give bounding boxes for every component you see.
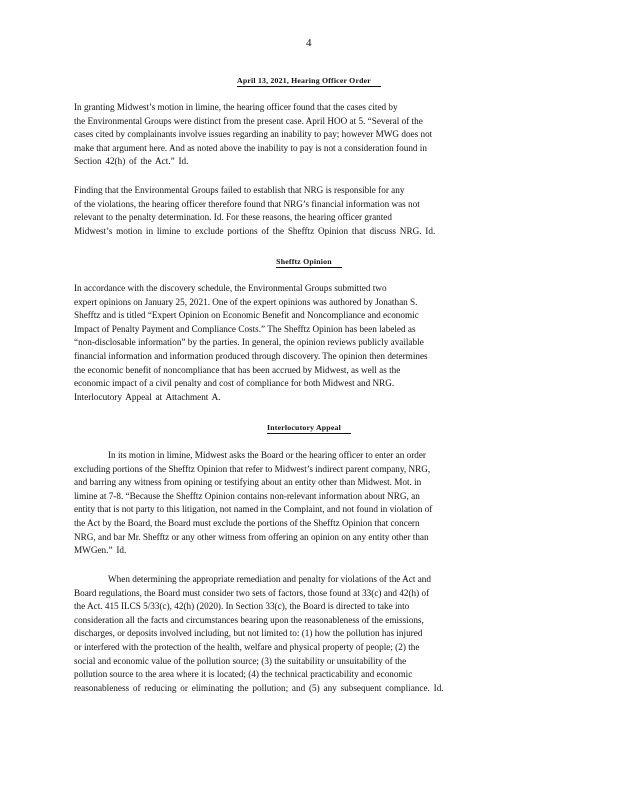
text-line: NRG, and bar Mr. Shefftz or any other witness from offering an opinion on any entity other than <box>74 531 429 542</box>
section-heading-interlocutory-appeal <box>0 423 618 432</box>
text-line: discharges, or deposits involved including, but not limited to: (1) how the pollution has injured <box>74 628 423 639</box>
section-heading-hearing-officer-order <box>0 76 618 85</box>
text-line: cases cited by complainants involve issues regarding an inability to pay; however MWG does not <box>74 129 433 140</box>
text-line: Board regulations, the Board must consider two sets of factors, those found at 33(c) and 42(h) of <box>74 587 430 598</box>
text-line: limine at 7-8. “Because the Shefftz Opinion contains non-relevant information about NRG, an <box>74 490 420 501</box>
text-line: financial information and information produced through discovery. The opinion then determines <box>74 350 428 361</box>
text-line: Midwest’s motion in limine to exclude portions of the Shefftz Opinion that discuss NRG. Id. <box>74 225 436 236</box>
page-number: 4 <box>306 37 312 49</box>
text-line: In granting Midwest’s motion in limine, the hearing officer found that the cases cited by <box>74 102 398 112</box>
paragraph-motion-in-limine <box>74 449 542 558</box>
paragraph-nrg-finding <box>74 184 542 238</box>
text-line: and barring any witness from opining or testifying about an entity other than Midwest. Mot. in <box>74 477 422 488</box>
text-line: entity that is not party to this litigation, not named in the Complaint, and not found in violation of <box>74 504 433 515</box>
text-line: Interlocutory Appeal at Attachment A. <box>74 391 221 402</box>
text-line: Impact of Penalty Payment and Compliance Costs.” The Shefftz Opinion has been labeled as <box>74 323 416 334</box>
text-line: When determining the appropriate remediation and penalty for violations of the Act and <box>108 574 431 584</box>
paragraph-shefftz-opinion <box>74 282 542 404</box>
text-line: expert opinions on January 25, 2021. One of the expert opinions was authored by Jonathan S. <box>74 296 418 307</box>
heading-text: Shefftz Opinion <box>276 257 342 268</box>
text-line: make that argument here. And as noted above the inability to pay is not a consideration found in <box>74 142 427 153</box>
text-line: social and economic value of the pollution source; (3) the suitability or unsuitability of the <box>74 655 407 666</box>
text-line: reasonableness of reducing or eliminating the pollution; and (5) any subsequent compliance. Id. <box>74 682 444 693</box>
text-line: the economic benefit of noncompliance that has been accrued by Midwest, as well as the <box>74 364 401 375</box>
text-line: relevant to the penalty determination. Id. For these reasons, the hearing officer granted <box>74 212 392 223</box>
text-line: or interfered with the protection of the health, welfare and physical property of people; (2) the <box>74 641 420 652</box>
text-line: consideration all the facts and circumstances bearing upon the reasonableness of the emissions, <box>74 614 424 625</box>
text-line: In accordance with the discovery schedule, the Environmental Groups submitted two <box>74 283 387 293</box>
heading-text: April 13, 2021, Hearing Officer Order <box>237 76 381 87</box>
text-line: Section 42(h) of the Act.” Id. <box>74 156 189 167</box>
text-line: excluding portions of the Shefftz Opinion that refer to Midwest’s indirect parent company, NRG, <box>74 463 431 474</box>
text-line: economic impact of a civil penalty and cost of compliance for both Midwest and NRG. <box>74 378 395 389</box>
text-line: of the violations, the hearing officer therefore found that NRG’s financial information was not <box>74 198 420 209</box>
section-heading-shefftz-opinion <box>0 257 618 266</box>
text-line: the Act. 415 ILCS 5/33(c), 42(h) (2020). In Section 33(c), the Board is directed to take into <box>74 601 410 612</box>
text-line: pollution source to the area where it is located; (4) the technical practicability and economic <box>74 669 413 680</box>
text-line: MWGen.” Id. <box>74 545 127 556</box>
text-line: Finding that the Environmental Groups failed to establish that NRG is responsible for any <box>74 185 405 195</box>
text-line: In its motion in limine, Midwest asks the Board or the hearing officer to enter an order <box>108 450 426 460</box>
paragraph-penalty-factors <box>74 573 542 695</box>
text-line: the Environmental Groups were distinct from the present case. April HOO at 5. “Several of the <box>74 115 423 126</box>
heading-text: Interlocutory Appeal <box>267 423 351 434</box>
text-line: the Act by the Board, the Board must exclude the portions of the Shefftz Opinion that concern <box>74 517 420 528</box>
paragraph-motion-granted <box>74 101 542 169</box>
text-line: Shefftz and is titled “Expert Opinion on Economic Benefit and Noncompliance and economic <box>74 310 419 321</box>
text-line: “non-disclosable information” by the parties. In general, the opinion reviews publicly available <box>74 337 424 348</box>
